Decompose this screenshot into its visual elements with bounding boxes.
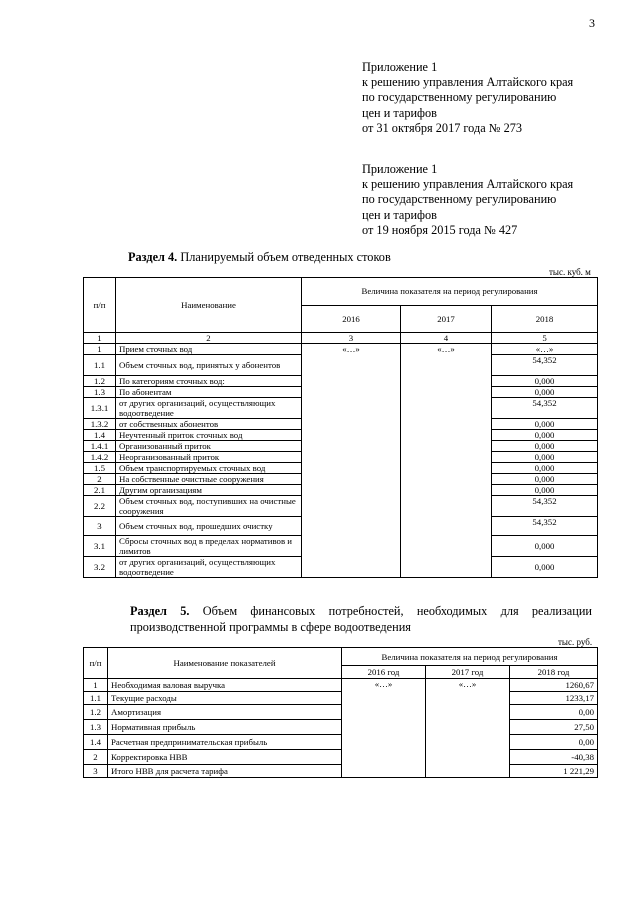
- row-name: По категориям сточных вод:: [116, 376, 302, 387]
- value-2018: 1260,67: [510, 679, 598, 692]
- col-number: 4: [401, 333, 492, 344]
- value-2018: 0,000: [492, 485, 598, 496]
- value-2018: 0,000: [492, 376, 598, 387]
- value-2018: 0,00: [510, 705, 598, 720]
- appendix-line: от 31 октября 2017 года № 273: [362, 120, 523, 135]
- row-num: 1.3.1: [84, 398, 116, 419]
- row-name: Необходимая валовая выручка: [108, 679, 342, 692]
- appendix-line: к решению управления Алтайского края: [362, 75, 574, 90]
- appendix-line: к решению управления Алтайского края: [362, 177, 574, 192]
- row-num: 1.5: [84, 463, 116, 474]
- row-num: 1.3: [84, 387, 116, 398]
- row-num: 2.1: [84, 485, 116, 496]
- row-name: Объем сточных вод, прошедших очистку: [116, 517, 302, 536]
- row-name: от собственных абонентов: [116, 419, 302, 430]
- row-num: 1.4: [84, 735, 108, 750]
- header-year: 2017: [401, 305, 492, 333]
- row-num: 1: [84, 344, 116, 355]
- row-num: 1.1: [84, 355, 116, 376]
- value-2018: 54,352: [492, 517, 598, 536]
- row-name: На собственные очистные сооружения: [116, 474, 302, 485]
- row-name: По абонентам: [116, 387, 302, 398]
- row-name: Итого НВВ для расчета тарифа: [108, 765, 342, 778]
- table-row: [84, 765, 598, 778]
- header-name: Наименование: [116, 278, 302, 333]
- value-2018: 0,000: [492, 441, 598, 452]
- table-row: [84, 679, 598, 692]
- header-period: Величина показателя на период регулирования: [342, 648, 598, 666]
- row-name: Организованный приток: [116, 441, 302, 452]
- appendix-line: по государственному регулированию: [362, 192, 557, 207]
- header-period: Величина показателя на период регулирования: [302, 278, 598, 306]
- header-year: 2016 год: [342, 666, 426, 679]
- row-num: 2: [84, 474, 116, 485]
- row-name: Корректировка НВВ: [108, 750, 342, 765]
- section5-table: [83, 647, 598, 778]
- row-num: 1: [84, 679, 108, 692]
- value-2016: «…»: [302, 344, 401, 578]
- value-2018: 0,000: [492, 463, 598, 474]
- row-num: 1.3.2: [84, 419, 116, 430]
- col-number: 5: [492, 333, 598, 344]
- header-year: 2018: [492, 305, 598, 333]
- value-2018: 0,000: [492, 419, 598, 430]
- row-num: 1.4.1: [84, 441, 116, 452]
- row-name: от других организаций, осуществляющих водоотведение: [116, 557, 302, 578]
- header-year: 2016: [302, 305, 401, 333]
- row-name: Объем транспортируемых сточных вод: [116, 463, 302, 474]
- value-2018: 27,50: [510, 720, 598, 735]
- section4-unit: тыс. куб. м: [549, 267, 591, 277]
- row-num: 3: [84, 765, 108, 778]
- section5-title-bold: Раздел 5.: [130, 604, 190, 618]
- appendix-line: цен и тарифов: [362, 207, 437, 222]
- row-name: Объем сточных вод, принятых у абонентов: [116, 355, 302, 376]
- row-num: 3.2: [84, 557, 116, 578]
- col-number: 1: [84, 333, 116, 344]
- row-num: 1.1: [84, 692, 108, 705]
- value-2018: 0,000: [492, 557, 598, 578]
- header-num: п/п: [84, 648, 108, 679]
- row-num: 1.4.2: [84, 452, 116, 463]
- section5-title: [130, 604, 592, 635]
- section4-title: [128, 250, 391, 265]
- value-2016: «…»: [342, 679, 426, 778]
- value-2018: 0,00: [510, 735, 598, 750]
- row-num: 1.2: [84, 376, 116, 387]
- value-2018: «…»: [492, 344, 598, 355]
- value-2018: 0,000: [492, 536, 598, 557]
- appendix-line: по государственному регулированию: [362, 90, 557, 105]
- appendix-line: от 19 ноября 2015 года № 427: [362, 222, 518, 237]
- section4-title-rest: Планируемый объем отведенных стоков: [177, 250, 391, 264]
- section4-table: [83, 277, 598, 578]
- row-name: Прием сточных вод: [116, 344, 302, 355]
- value-2017: «…»: [401, 344, 492, 578]
- row-num: 1.2: [84, 705, 108, 720]
- table-row: [84, 720, 598, 735]
- table-row: [84, 750, 598, 765]
- row-num: 1.4: [84, 430, 116, 441]
- row-name: Неорганизованный приток: [116, 452, 302, 463]
- row-num: 3: [84, 517, 116, 536]
- row-num: 3.1: [84, 536, 116, 557]
- value-2018: 0,000: [492, 452, 598, 463]
- table-row: [84, 735, 598, 750]
- row-num: 1.3: [84, 720, 108, 735]
- row-name: Амортизация: [108, 705, 342, 720]
- value-2017: «…»: [426, 679, 510, 778]
- value-2018: 1 221,29: [510, 765, 598, 778]
- row-name: от других организаций, осуществляющих водоотведение: [116, 398, 302, 419]
- col-number: 2: [116, 333, 302, 344]
- row-num: 2: [84, 750, 108, 765]
- row-num: 2.2: [84, 496, 116, 517]
- header-year: 2017 год: [426, 666, 510, 679]
- value-2018: 54,352: [492, 496, 598, 517]
- value-2018: -40,38: [510, 750, 598, 765]
- row-name: Неучтенный приток сточных вод: [116, 430, 302, 441]
- appendix-block-2017: [362, 60, 573, 136]
- appendix-line: цен и тарифов: [362, 105, 437, 120]
- table-row: [84, 692, 598, 705]
- row-name: Текущие расходы: [108, 692, 342, 705]
- value-2018: 54,352: [492, 398, 598, 419]
- table-row: [84, 705, 598, 720]
- row-name: Объем сточных вод, поступивших на очистные сооружения: [116, 496, 302, 517]
- value-2018: 1233,17: [510, 692, 598, 705]
- col-number: 3: [302, 333, 401, 344]
- value-2018: 0,000: [492, 387, 598, 398]
- appendix-block-2015: [362, 162, 573, 238]
- row-name: Другим организациям: [116, 485, 302, 496]
- section4-title-bold: Раздел 4.: [128, 250, 178, 264]
- page-number: 3: [589, 16, 595, 30]
- section5-unit: тыс. руб.: [558, 637, 593, 647]
- row-name: Расчетная предпринимательская прибыль: [108, 735, 342, 750]
- header-num: п/п: [84, 278, 116, 333]
- row-name: Нормативная прибыль: [108, 720, 342, 735]
- row-name: Сбросы сточных вод в пределах нормативов и лимитов: [116, 536, 302, 557]
- header-name: Наименование показателей: [108, 648, 342, 679]
- appendix-line: Приложение 1: [362, 60, 438, 74]
- value-2018: 0,000: [492, 430, 598, 441]
- value-2018: 0,000: [492, 474, 598, 485]
- value-2018: 54,352: [492, 355, 598, 376]
- table-row: [84, 344, 598, 355]
- section5-title-rest: Объем финансовых потребностей, необходимых для реализации производственной программы в сфере водоотведения: [130, 604, 592, 634]
- appendix-line: Приложение 1: [362, 162, 438, 176]
- header-year: 2018 год: [510, 666, 598, 679]
